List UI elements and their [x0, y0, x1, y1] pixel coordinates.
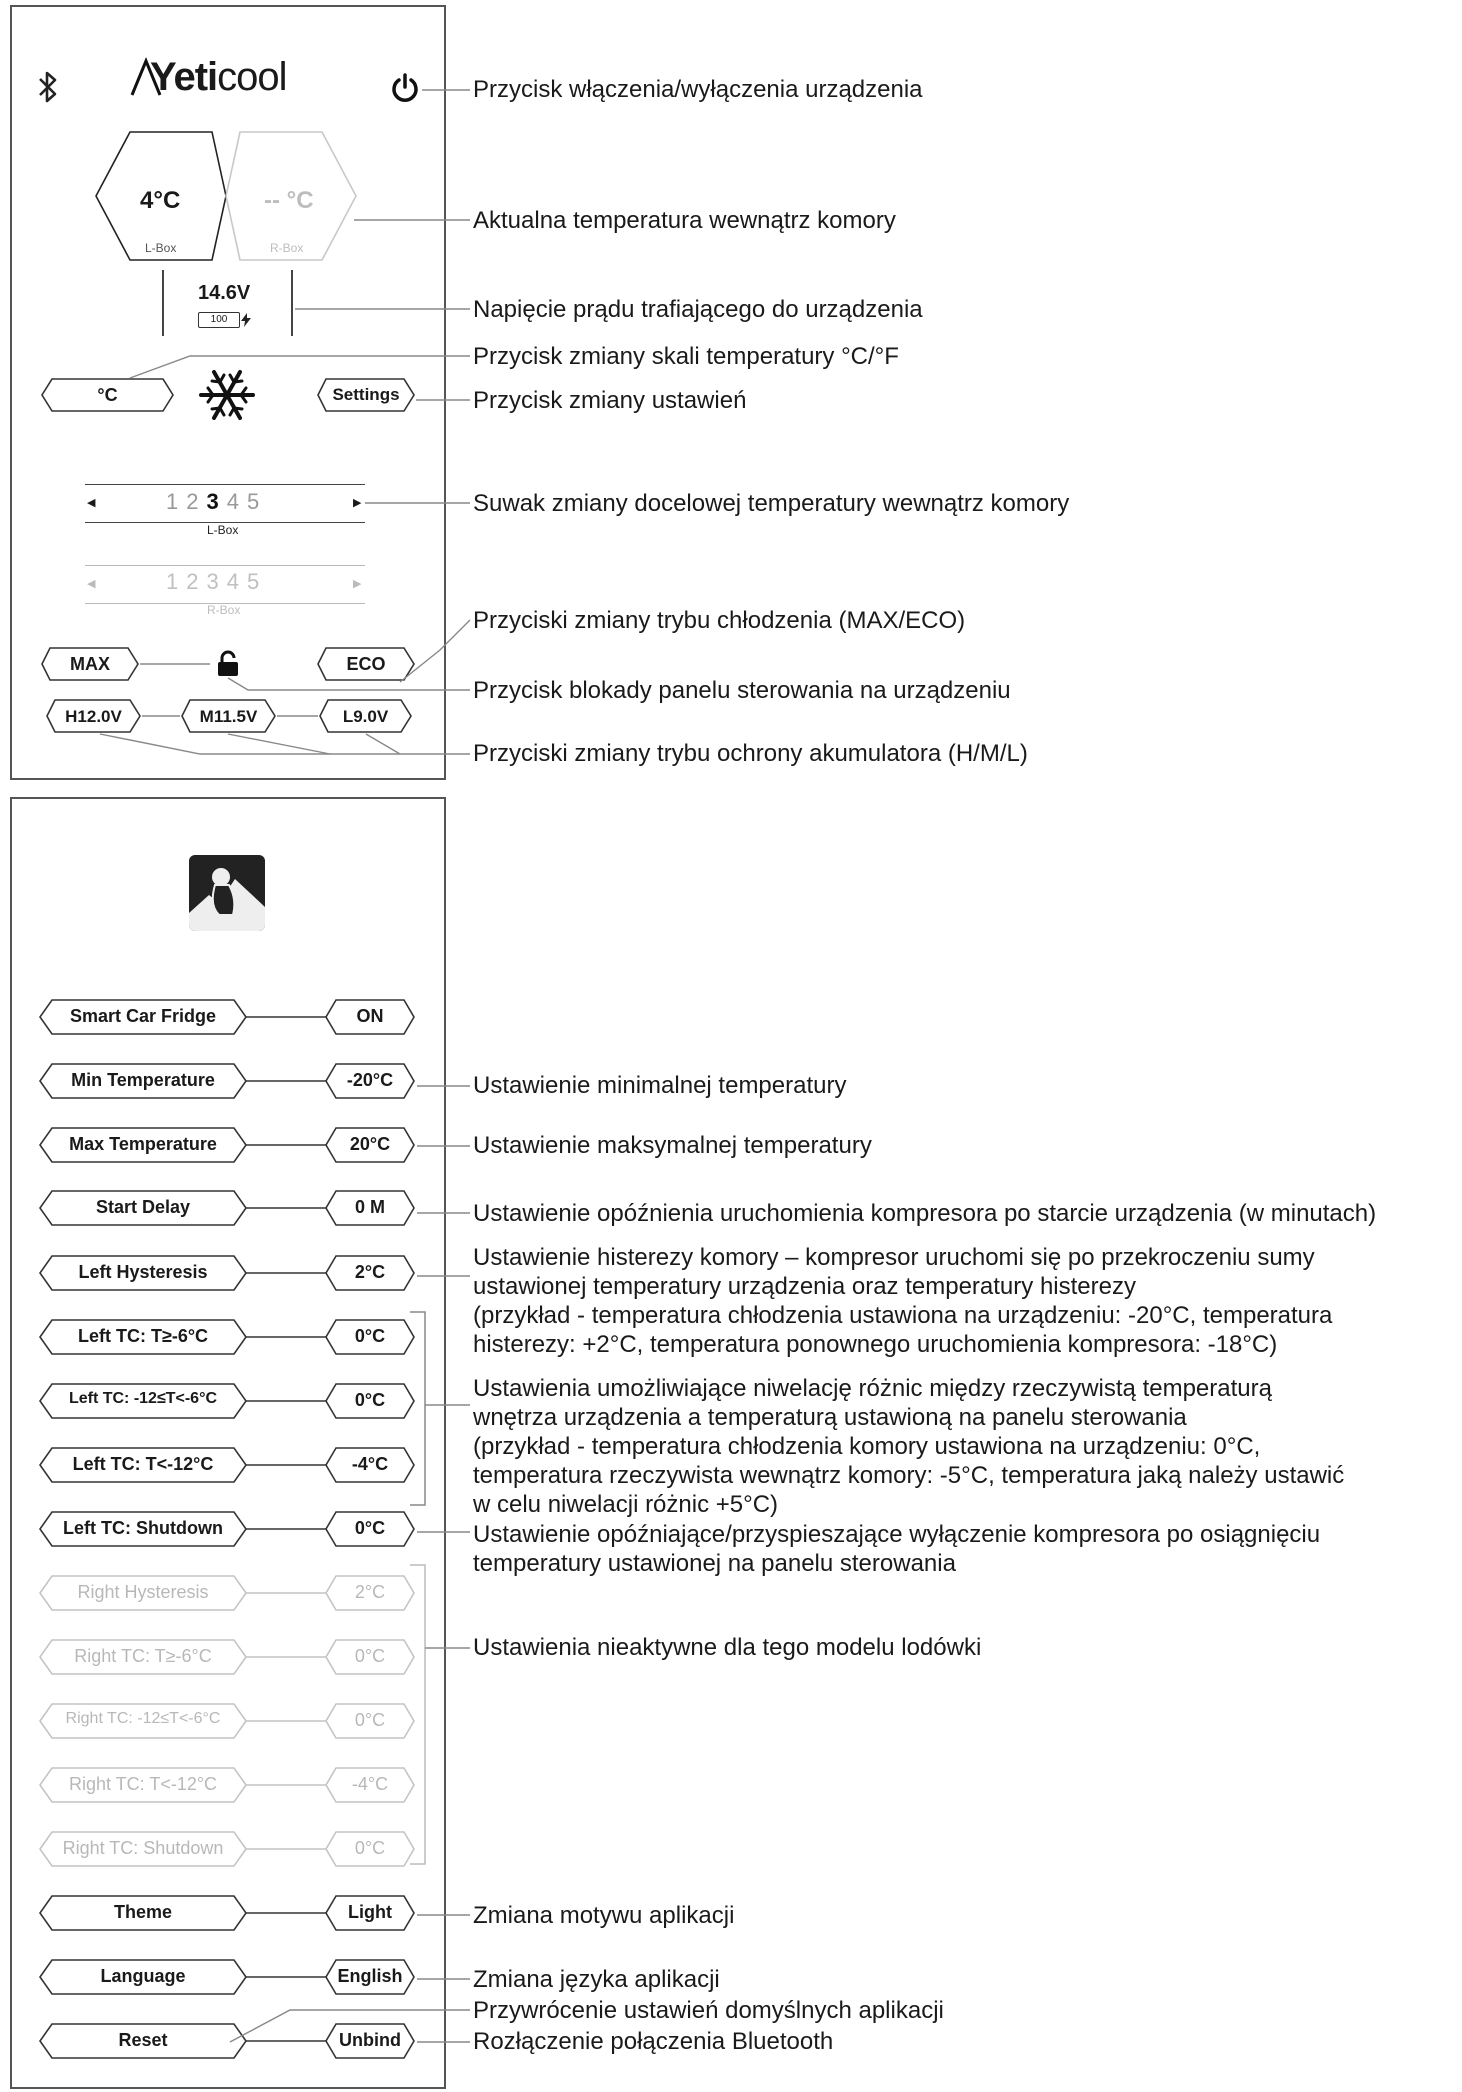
annotation-battery-protection: Przyciski zmiany trybu ochrony akumulatora (H/M/L)	[473, 740, 1028, 767]
logo-rest-text: cool	[217, 55, 287, 99]
annotation-inactive: Ustawienia nieaktywne dla tego modelu lodówki	[473, 1634, 982, 1661]
setting-value[interactable]: 0 M	[354, 1197, 385, 1217]
setting-value[interactable]: 0°C	[354, 1390, 386, 1410]
annotation-language: Zmiana języka aplikacji	[473, 1966, 720, 1993]
setting-label[interactable]: Left TC: T≥-6°C	[77, 1326, 209, 1346]
eco-mode-button[interactable]: ECO	[346, 654, 386, 674]
setting-label[interactable]: Left Hysteresis	[78, 1262, 208, 1282]
annotation-theme: Zmiana motywu aplikacji	[473, 1902, 735, 1929]
setting-value[interactable]: -4°C	[351, 1454, 389, 1474]
battery-high-button[interactable]: H12.0V	[65, 707, 122, 726]
battery-percent: 100	[210, 314, 228, 325]
setting-value[interactable]: English	[337, 1966, 403, 1986]
right-box-label: R-Box	[270, 241, 304, 255]
setting-label[interactable]: Reset	[118, 2030, 168, 2050]
setting-label[interactable]: Left TC: -12≤T<-6°C	[68, 1390, 218, 1407]
annotation-reset: Przywrócenie ustawień domyślnych aplikacji	[473, 1997, 944, 2024]
slider-selected-value: 3	[206, 489, 227, 514]
setting-label[interactable]: Min Temperature	[71, 1070, 215, 1090]
setting-value[interactable]: 2°C	[354, 1262, 386, 1282]
right-box-temperature: -- °C	[264, 187, 314, 214]
annotation-max-temp: Ustawienie maksymalnej temperatury	[473, 1132, 872, 1159]
setting-value: 2°C	[354, 1582, 386, 1602]
logo-bold-text: Yeti	[150, 55, 218, 99]
setting-label[interactable]: Left TC: T<-12°C	[72, 1454, 214, 1474]
right-box-slider-values: 12345	[166, 569, 268, 594]
left-box-temperature: 4°C	[140, 187, 181, 214]
setting-label: Right TC: Shutdown	[62, 1838, 224, 1858]
setting-value[interactable]: 0°C	[354, 1518, 386, 1538]
slider-right-arrow-inactive: ▶	[353, 578, 362, 590]
unit-button[interactable]: °C	[97, 385, 118, 405]
setting-label[interactable]: Language	[100, 1966, 186, 1986]
annotation-lock: Przycisk blokady panelu sterowania na urządzeniu	[473, 677, 1011, 704]
annotation-voltage: Napięcie prądu trafiającego do urządzenia	[473, 296, 923, 323]
annotation-start-delay: Ustawienie opóźnienia uruchomienia kompresora po starcie urządzenia (w minutach)	[473, 1200, 1377, 1227]
setting-value: -4°C	[351, 1774, 389, 1794]
setting-value[interactable]: 20°C	[349, 1134, 391, 1154]
setting-value: 0°C	[354, 1646, 386, 1666]
setting-value[interactable]: ON	[356, 1006, 384, 1026]
setting-label: Right TC: -12≤T<-6°C	[65, 1710, 221, 1727]
slider-right-arrow[interactable]: ▶	[353, 497, 362, 509]
annotation-min-temp: Ustawienie minimalnej temperatury	[473, 1072, 847, 1099]
left-box-slider-values: 12345	[166, 489, 268, 514]
setting-value[interactable]: 0°C	[354, 1326, 386, 1346]
setting-value[interactable]: -20°C	[346, 1070, 394, 1090]
annotation-unit: Przycisk zmiany skali temperatury °C/°F	[473, 343, 899, 370]
voltage-value: 14.6V	[198, 282, 251, 304]
setting-value: 0°C	[354, 1710, 386, 1730]
setting-label[interactable]: Start Delay	[95, 1197, 191, 1217]
annotation-cooling-mode: Przyciski zmiany trybu chłodzenia (MAX/ECO)	[473, 607, 966, 634]
setting-label[interactable]: Left TC: Shutdown	[63, 1518, 223, 1538]
slider-left-arrow[interactable]: ◀	[87, 497, 96, 509]
slider-left-arrow-inactive: ◀	[87, 578, 96, 590]
setting-value[interactable]: Unbind	[339, 2030, 401, 2050]
annotation-settings: Przycisk zmiany ustawień	[473, 387, 747, 414]
annotation-current-temp: Aktualna temperatura wewnątrz komory	[473, 207, 896, 234]
setting-value[interactable]: Light	[348, 1902, 392, 1922]
setting-label[interactable]: Smart Car Fridge	[69, 1006, 217, 1026]
setting-label[interactable]: Max Temperature	[69, 1134, 217, 1154]
setting-label: Right TC: T≥-6°C	[74, 1646, 212, 1666]
annotation-power: Przycisk włączenia/wyłączenia urządzenia	[473, 76, 923, 103]
battery-medium-button[interactable]: M11.5V	[199, 707, 258, 726]
annotation-slider: Suwak zmiany docelowej temperatury wewnątrz komory	[473, 490, 1070, 517]
left-box-label: L-Box	[145, 241, 177, 255]
battery-low-button[interactable]: L9.0V	[342, 707, 389, 726]
left-box-slider-label: L-Box	[207, 523, 239, 537]
setting-label: Right TC: T<-12°C	[68, 1774, 218, 1794]
setting-value: 0°C	[354, 1838, 386, 1858]
right-box-slider-label: R-Box	[207, 603, 241, 617]
settings-button[interactable]: Settings	[332, 385, 400, 404]
setting-label: Right Hysteresis	[77, 1582, 209, 1602]
annotation-unbind: Rozłączenie połączenia Bluetooth	[473, 2028, 834, 2055]
setting-label[interactable]: Theme	[113, 1902, 173, 1922]
max-mode-button[interactable]: MAX	[70, 654, 110, 674]
